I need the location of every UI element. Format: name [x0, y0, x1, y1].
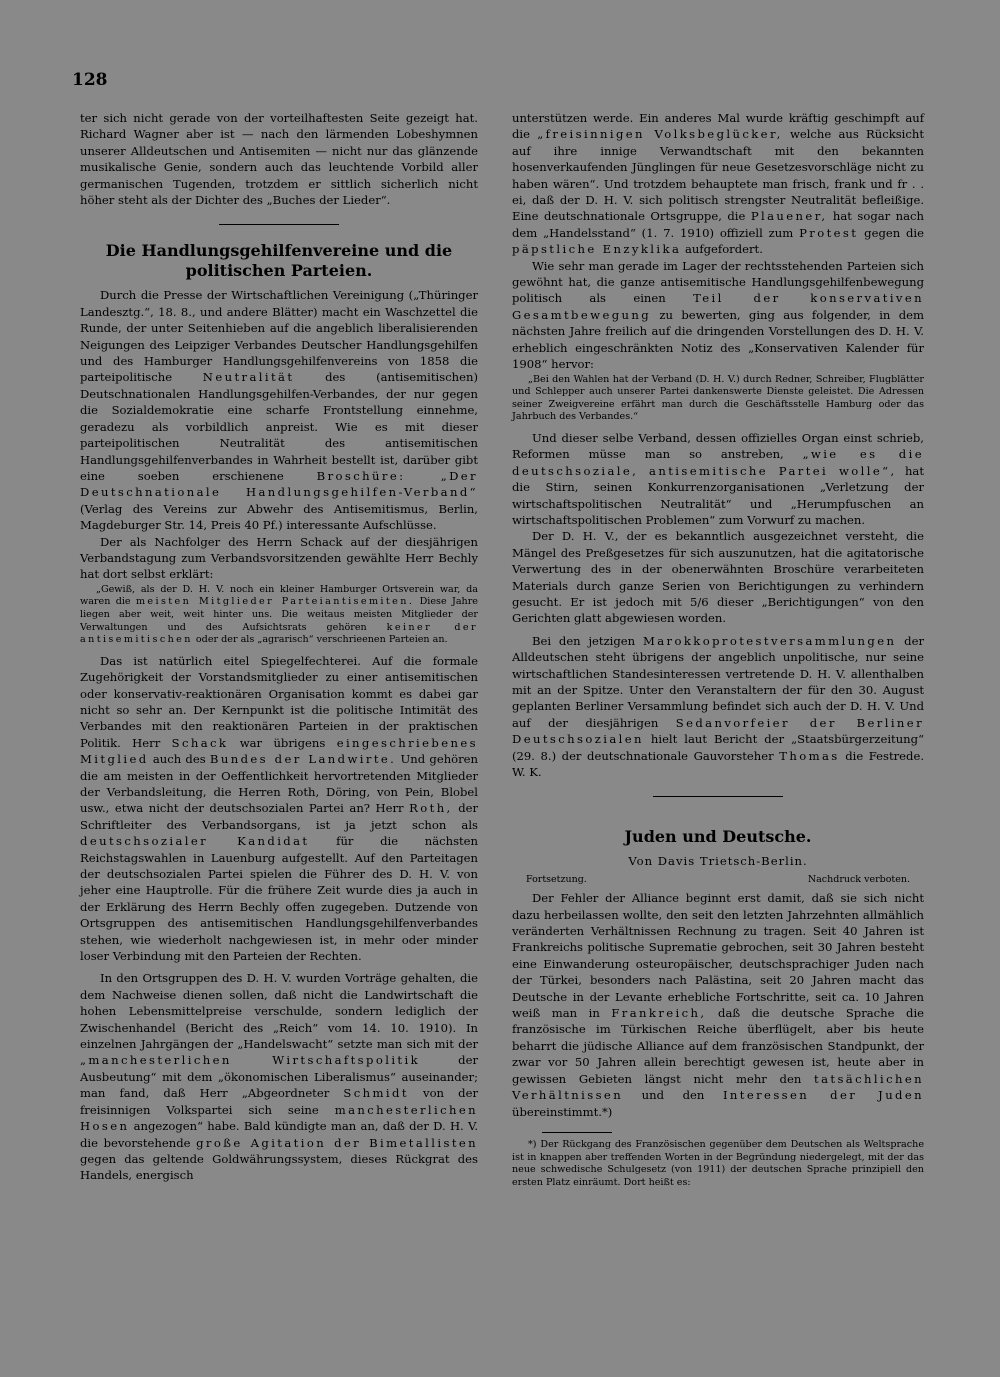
footnote-divider	[542, 1132, 612, 1133]
paragraph: Der Fehler der Alliance beginnt erst damit, daß sie sich nicht dazu herbeilassen wollte, den seit den letzten Jahrzehnten allmählich veränderten Verhältnissen Rechnung zu tragen. Seit 40 Jahren ist Frankreichs politische Suprematie gebrochen, seit 30 Jahren besteht eine Einwanderung osteuropäischer, deutschsprachiger Juden nach der Türkei, besonders nach Palästina, seit 20 Jahren macht das Deutsche in der Levante erhebliche Fortschritte, seit ca. 10 Jahren weiß man in Frankreich, daß die deutsche Sprache die französische im Türkischen Reiche überflügelt, aber bis heute beharrt die jüdische Alliance auf dem französischen Standpunkt, der zwar vor 50 Jahren allein berechtigt gewesen ist, heute aber in gewissen Gebieten längst nicht mehr den tatsächlichen Verhältnissen und den Interessen der Juden übereinstimmt.*)	[512, 891, 925, 1119]
article-heading-juden: Juden und Deutsche.	[624, 827, 812, 847]
paragraph: Der D. H. V., der es bekanntlich ausgezeichnet versteht, die Mängel des Preßgesetzes für sich auszunutzen, hat die agitatorische Verwertung des in der obenerwähnten Broschüre verarbeiteten Materials durch ganze Serien von Berichtigungen zu verhindern gesucht. Er ist jedoch mit 5/6 dieser „Berichtigungen“ von den Gerichten glatt abgewiesen worden.	[512, 529, 924, 626]
right-column	[512, 110, 924, 1189]
paragraph: In den Ortsgruppen des D. H. V. wurden Vorträge gehalten, die dem Nachweise dienen sollen, daß nicht die Landwirtschaft die hohen Lebensmittelpreise verschulde, sondern lediglich der Zwischenhandel (Bericht des „Reich“ vom 14. 10. 1910). In einzelnen Jahrgängen der „Handelswacht“ setzte man sich mit der „manchesterlichen Wirtschaftspolitik der Ausbeutung“ mit dem „ökonomischen Liberalismus“ auseinander; man fand, daß Herr „Abgeordneter Schmidt von der freisinnigen Volkspartei sich seine manchesterlichen Hosen angezogen“ habe. Bald kündigte man an, daß der D. H. V. die bevorstehende große Agitation der Bimetallisten gegen das geltende Goldwährungssystem, dieses Rückgrat des Handels, energisch	[80, 971, 479, 1183]
left-column	[80, 110, 478, 1184]
paragraph: Der als Nachfolger des Herrn Schack auf der diesjährigen Verbandstagung zum Verbandsvorsitzenden gewählte Herr Bechly hat dort selbst erklärt:	[80, 534, 478, 582]
page-number: 128	[72, 70, 108, 90]
section-divider	[653, 796, 783, 797]
continuation-note: Fortsetzung.	[526, 873, 587, 885]
footnote: *) Der Rückgang des Französischen gegenüber dem Deutschen als Weltsprache ist in knappen aber treffenden Worten in der Begründung niedergelegt, mit der das neue schwedische Schulgesetz (von 1911) der deutschen Sprache prinzipiell den ersten Platz einräumt. Dort heißt es:	[512, 1138, 924, 1188]
paragraph: Durch die Presse der Wirtschaftlichen Vereinigung („Thüringer Landesztg.“, 18. 8., und andere Blätter) macht ein Waschzettel die Runde, der unter Seitenhieben auf die angeblich liberalisierenden Neigungen des Leipziger Verbandes Deutscher Handlungsgehilfen und des Hamburger Handlungsgehilfenvereins von 1858 die parteipolitische Neutralität des (antisemitischen) Deutschnationalen Handlungsgehilfen-Verbandes, der nur gegen die Sozialdemokratie eine scharfe Frontstellung einnehme, geradezu als vorbildlich anpreist. Wie es mit dieser parteipolitischen Neutralität des antisemitischen Handlungsgehilfenverbandes in Wahrheit bestellt ist, darüber gibt eine soeben erschienene Broschüre: „Der Deutschnationale Handlungsgehilfen-Verband“ (Verlag des Vereins zur Abwehr des Antisemitismus, Berlin, Magdeburger Str. 14, Preis 40 Pf.) interessante Aufschlüsse.	[80, 288, 478, 533]
block-quote: „Bei den Wahlen hat der Verband (D. H. V.) durch Redner, Schreiber, Flugblätter und Schlepper auch unserer Partei dankenswerte Dienste geleistet. Die Adressen seiner Zweigvereine erfährt man durch die Geschäftsstelle Hamburg oder das Jahrbuch des Verbandes.“	[512, 373, 924, 423]
block-quote: „Gewiß, als der D. H. V. noch ein kleiner Hamburger Ortsverein war, da waren die meisten Mitglieder Parteiantisemiten. Diese Jahre liegen aber weit, weit hinter uns. Die weitaus meisten Mitglieder der Verwaltungen und des Aufsichtsrats gehören keiner der antisemitischen oder der als „agrarisch“ verschrieenen Parteien an.	[80, 583, 478, 646]
paragraph: Und dieser selbe Verband, dessen offizielles Organ einst schrieb, Reformen müsse man so anstreben, „wie es die deutschsoziale, antisemitische Partei wolle“, hat die Stirn, seinen Konkurrenzorganisationen „Verletzung der wirtschaftspolitischen Neutralität“ und „Herumpfuschen an wirtschaftspolitischen Problemen“ zum Vorwurf zu machen.	[512, 430, 924, 527]
section-divider	[219, 224, 339, 225]
author-signature: W. K.	[512, 765, 542, 779]
article-heading-handlungsgehilfen: Die Handlungsgehilfenvereine und die politischen Parteien.	[105, 241, 453, 281]
intro-paragraph: ter sich nicht gerade von der vorteilhaftesten Seite gezeigt hat. Richard Wagner aber ist — nach den lärmenden Lobeshymnen unserer Alldeutschen und Antisemiten — nicht nur das glänzende musikalische Genie, sondern auch das leuchtende Vorbild aller germanischen Tugenden, trotzdem er sittlich sicherlich nicht höher steht als der Dichter des „Buches der Lieder“.	[80, 111, 478, 208]
article-meta	[526, 872, 910, 888]
copyright-note: Nachdruck verboten.	[807, 873, 910, 885]
paragraph: Wie sehr man gerade im Lager der rechtsstehenden Parteien sich gewöhnt hat, die ganze antisemitische Handlungsgehilfenbewegung politisch als einen Teil der konservativen Gesamtbewegung zu bewerten, ging aus folgender, in dem nächsten Jahre freilich auf die dringenden Vorstellungen des D. H. V. erheblich eingeschränkten Notiz des „Konservativen Kalender für 1908“ hervor:	[512, 258, 925, 372]
paragraph: Bei den jetzigen Marokkoprotestversammlungen der Alldeutschen steht übrigens der angeblich unpolitische, nur seine wirtschaftlichen Standesinteressen vertretende D. H. V. allenthalben mit an der Spitze. Unter den Veranstaltern der für den 30. August geplanten Berliner Versammlung befindet sich auch der D. H. V. Und auf der diesjährigen Sedanvorfeier der Berliner Deutschsozialen hielt laut Bericht der „Staatsbürgerzeitung“ (29. 8.) der deutschnationale Gauvorsteher Thomas die Festrede. W. K.	[512, 633, 925, 779]
paragraph: Das ist natürlich eitel Spiegelfechterei. Auf die formale Zugehörigkeit der Vorstandsmitglieder zu einer antisemitischen oder konservativ-reaktionären Organisation kommt es dabei gar nicht so sehr an. Der Kernpunkt ist die politische Intimität des Verbandes mit den reaktionären Parteien in der praktischen Politik. Herr Schack war übrigens eingeschriebenes Mitglied auch des Bundes der Landwirte. Und gehören die am meisten in der Oeffentlichkeit hervortretenden Mitglieder der Verbandsleitung, die Herren Roth, Döring, von Pein, Blobel usw., etwa nicht der deutschsozialen Partei an? Herr Roth, der Schriftleiter des Verbandsorgans, ist ja jetzt schon als deutschsozialer Kandidat für die nächsten Reichstagswahlen in Lauenburg aufgestellt. Auf den Parteitagen der deutschsozialen Partei spielen die Führer des D. H. V. von jeher eine Hauptrolle. Für die frühere Zeit wurde dies ja auch in der Erklärung des Herrn Bechly offen zugegeben. Dutzende von Ortsgruppen des antisemitischen Handlungsgehilfenverbandes stehen, wie wiederholt nachgewiesen ist, in mehr oder minder loser Verbindung mit den Parteien der Rechten.	[80, 653, 479, 964]
paragraph: unterstützen werde. Ein anderes Mal wurde kräftig geschimpft auf die „freisinnigen Volksbeglücker, welche aus Rücksicht auf ihre innige Verwandtschaft mit den bekannten hosenverkaufenden Jünglingen für neue Gesetzesvorschläge nicht zu haben wären“. Und trotzdem behauptete man frisch, frank und fr . . ei, daß der D. H. V. sich politisch strengster Neutralität befleißige. Eine deutschnationale Ortsgruppe, die Plauener, hat sogar nach dem „Handelsstand“ (1. 7. 1910) offiziell zum Protest gegen die päpstliche Enzyklika aufgefordert.	[512, 111, 925, 257]
byline: Von Davis Trietsch-Berlin.	[628, 854, 808, 869]
